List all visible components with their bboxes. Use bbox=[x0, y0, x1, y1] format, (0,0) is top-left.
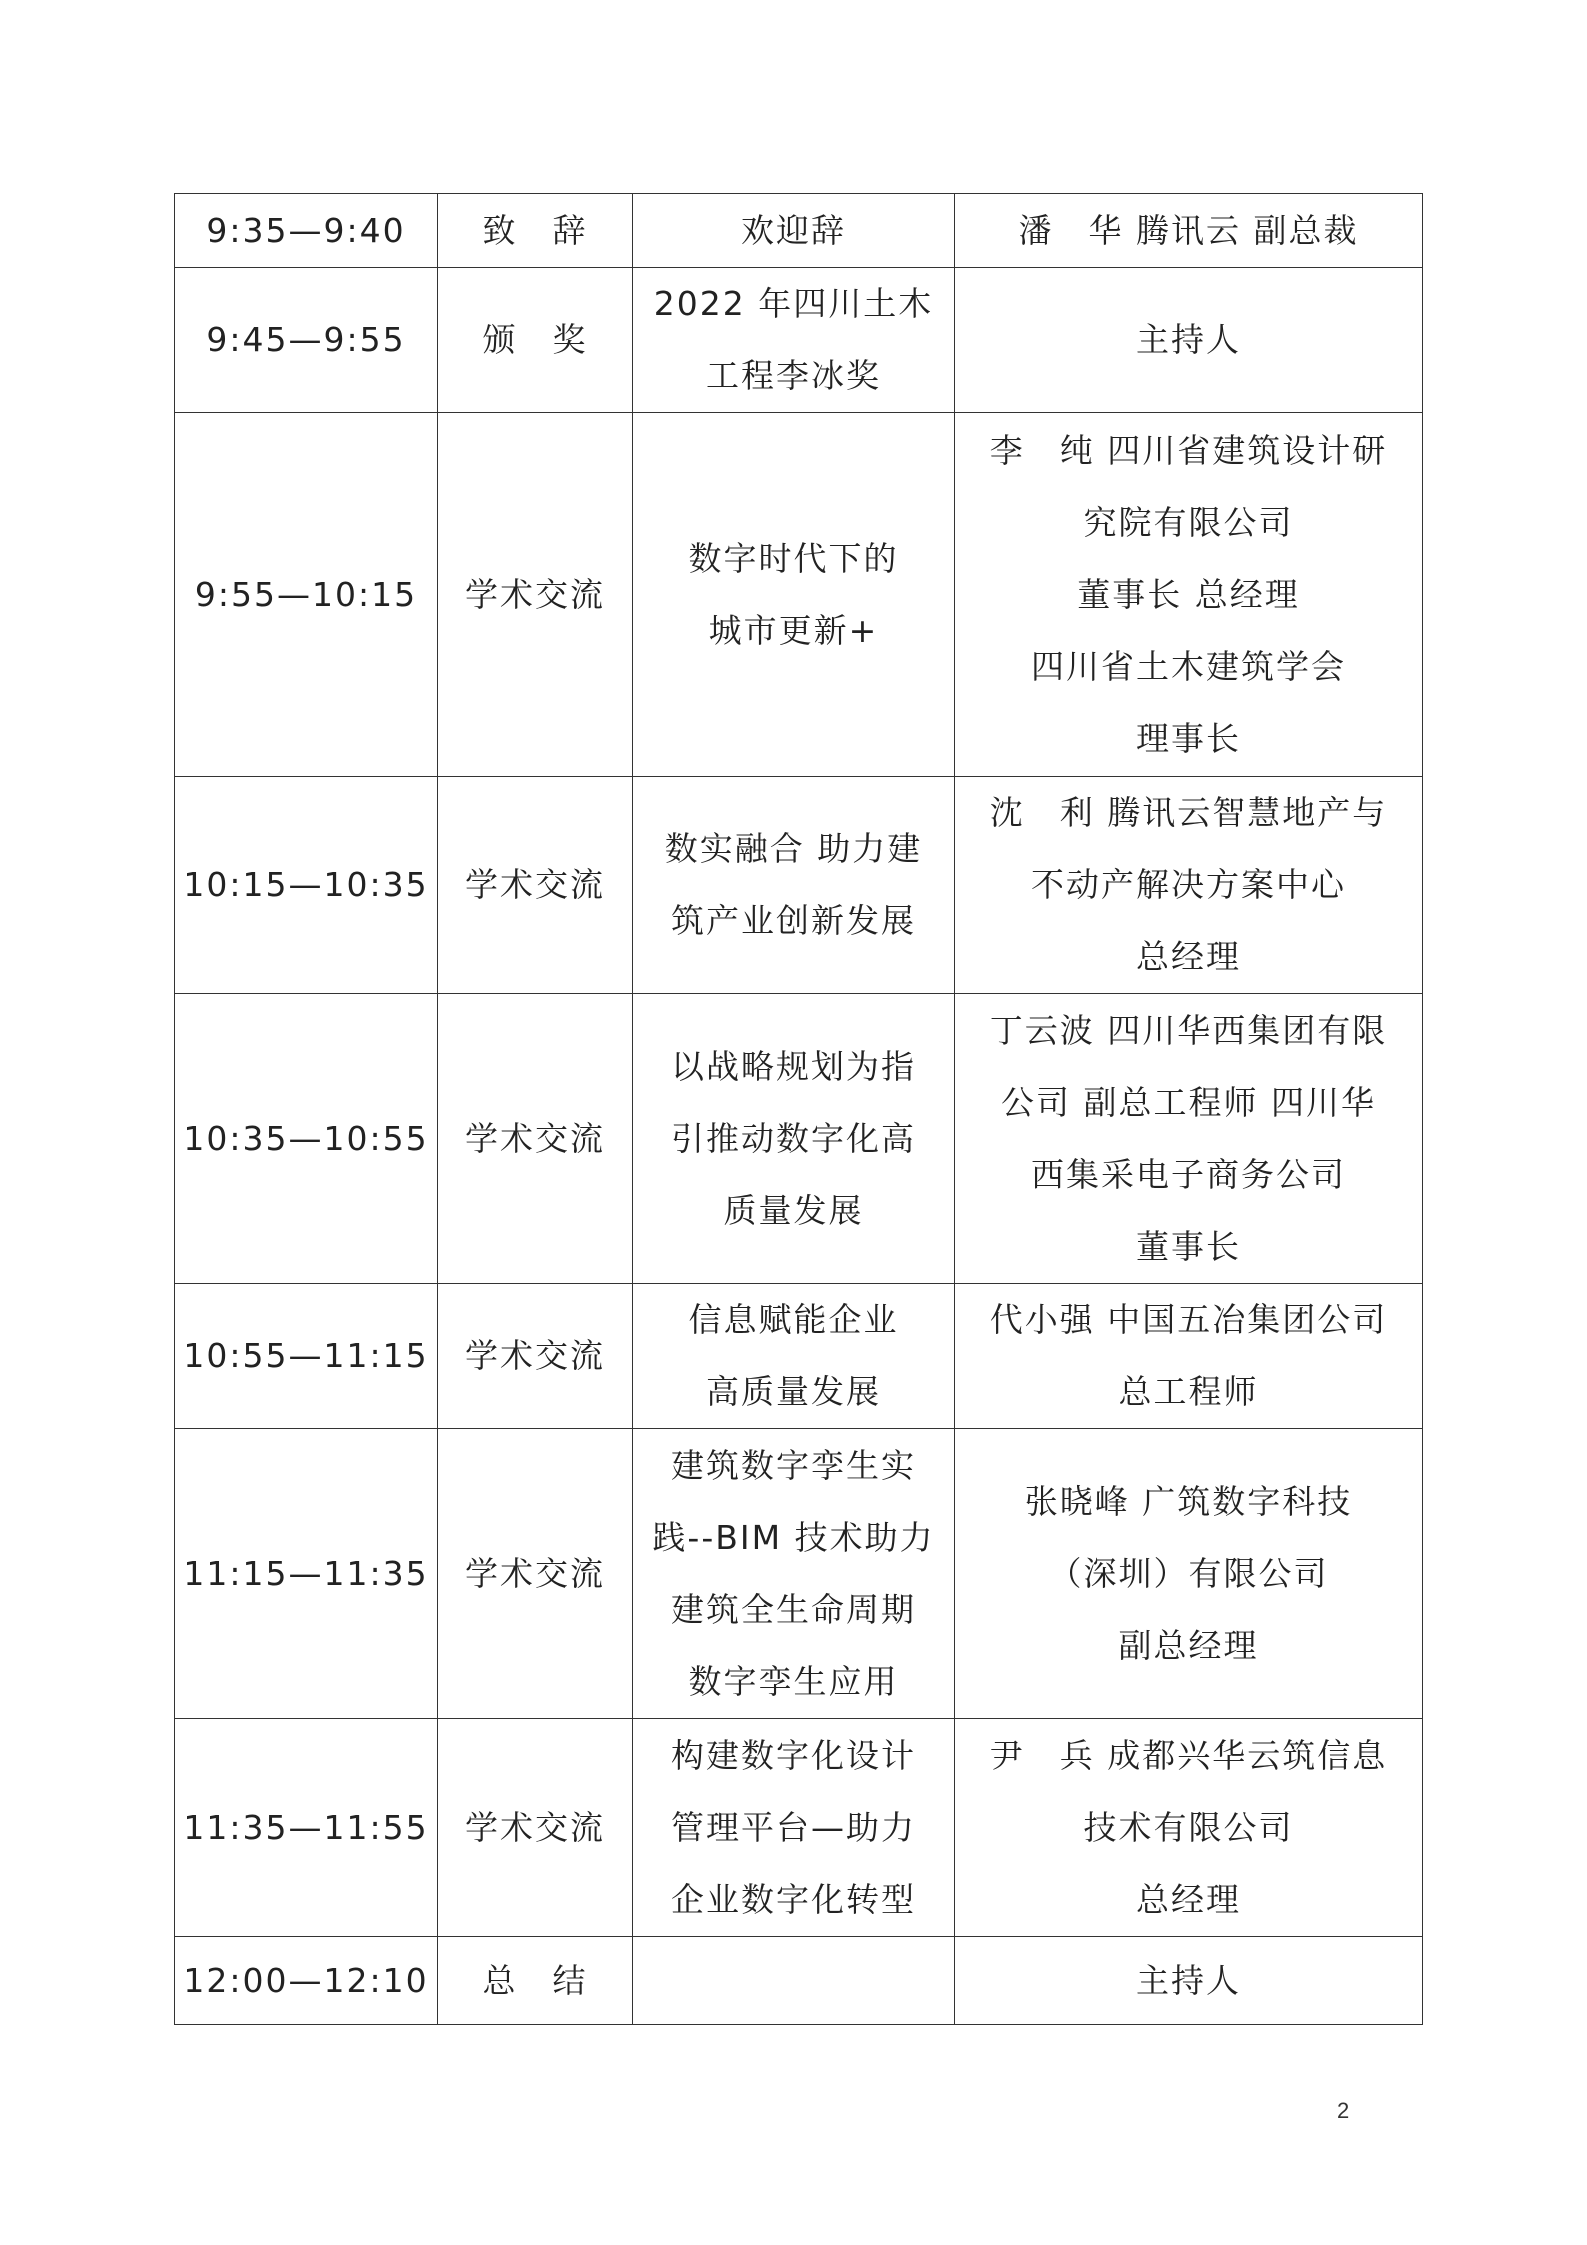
speaker-line: 董事长 bbox=[1136, 1226, 1241, 1266]
session-type-text: 致 辞 bbox=[482, 210, 588, 250]
schedule-row bbox=[175, 194, 1423, 268]
schedule-row bbox=[175, 777, 1423, 994]
speaker-cell bbox=[955, 1284, 1423, 1429]
speaker-line: 公司 副总工程师 四川华 bbox=[1001, 1082, 1376, 1122]
topic-line: 工程李冰奖 bbox=[706, 356, 881, 395]
schedule-row bbox=[175, 1284, 1423, 1429]
session-type-text: 学术交流 bbox=[465, 1118, 605, 1158]
schedule-table bbox=[174, 193, 1423, 2025]
topic-line: 质量发展 bbox=[723, 1190, 864, 1230]
schedule-row bbox=[175, 413, 1423, 777]
schedule-row bbox=[175, 1937, 1423, 2025]
speaker-cell bbox=[955, 413, 1423, 777]
time-text: 9:35—9:40 bbox=[206, 210, 406, 250]
topic-cell bbox=[633, 413, 955, 777]
topic-line: 企业数字化转型 bbox=[671, 1879, 916, 1919]
time-text: 10:15—10:35 bbox=[183, 865, 429, 904]
speaker-line: （深圳）有限公司 bbox=[1048, 1553, 1329, 1593]
session-type-cell bbox=[438, 777, 633, 994]
session-type-text: 颁 奖 bbox=[482, 320, 588, 359]
speaker-line: 张晓峰 广筑数字科技 bbox=[1024, 1481, 1353, 1521]
session-type-text: 学术交流 bbox=[465, 574, 605, 614]
topic-cell bbox=[633, 994, 955, 1284]
speaker-line: 李 纯 四川省建筑设计研 bbox=[989, 430, 1388, 470]
topic-line: 城市更新+ bbox=[708, 610, 879, 650]
speaker-line: 潘 华 腾讯云 副总裁 bbox=[1018, 210, 1359, 250]
time-cell bbox=[175, 777, 438, 994]
topic-line: 欢迎辞 bbox=[741, 210, 846, 250]
session-type-cell bbox=[438, 1429, 633, 1719]
topic-cell bbox=[633, 1719, 955, 1937]
time-cell bbox=[175, 1937, 438, 2025]
schedule-row bbox=[175, 268, 1423, 413]
time-cell bbox=[175, 268, 438, 413]
schedule-row bbox=[175, 1719, 1423, 1937]
topic-line: 数字孪生应用 bbox=[688, 1661, 899, 1701]
time-cell bbox=[175, 994, 438, 1284]
time-cell bbox=[175, 1719, 438, 1937]
speaker-line: 副总经理 bbox=[1118, 1625, 1259, 1665]
speaker-cell bbox=[955, 268, 1423, 413]
topic-line: 数字时代下的 bbox=[688, 538, 899, 578]
topic-cell bbox=[633, 1284, 955, 1429]
speaker-line: 四川省土木建筑学会 bbox=[1031, 646, 1346, 686]
speaker-cell bbox=[955, 1719, 1423, 1937]
speaker-line: 尹 兵 成都兴华云筑信息 bbox=[989, 1735, 1388, 1775]
time-text: 9:45—9:55 bbox=[206, 320, 406, 359]
topic-line: 高质量发展 bbox=[706, 1372, 881, 1411]
topic-cell bbox=[633, 194, 955, 268]
topic-line: 构建数字化设计 bbox=[671, 1735, 916, 1775]
session-type-cell bbox=[438, 1719, 633, 1937]
speaker-cell bbox=[955, 194, 1423, 268]
session-type-cell bbox=[438, 268, 633, 413]
speaker-line: 代小强 中国五冶集团公司 bbox=[989, 1300, 1388, 1339]
speaker-line: 不动产解决方案中心 bbox=[1031, 865, 1346, 904]
time-text: 9:55—10:15 bbox=[194, 574, 418, 614]
speaker-line: 总经理 bbox=[1136, 937, 1241, 976]
time-text: 11:35—11:55 bbox=[183, 1807, 429, 1847]
topic-line: 建筑数字孪生实 bbox=[671, 1445, 916, 1485]
topic-cell bbox=[633, 268, 955, 413]
topic-line: 引推动数字化高 bbox=[671, 1118, 916, 1158]
topic-line: 践--BIM 技术助力 bbox=[652, 1517, 935, 1557]
speaker-line: 总经理 bbox=[1136, 1879, 1241, 1919]
schedule-row bbox=[175, 1429, 1423, 1719]
schedule-row bbox=[175, 994, 1423, 1284]
session-type-text: 学术交流 bbox=[465, 1553, 605, 1593]
session-type-text: 学术交流 bbox=[465, 865, 605, 904]
topic-cell bbox=[633, 777, 955, 994]
speaker-line: 董事长 总经理 bbox=[1077, 574, 1300, 614]
topic-line: 以战略规划为指 bbox=[671, 1046, 916, 1086]
session-type-text: 总 结 bbox=[482, 1960, 588, 2000]
time-cell bbox=[175, 413, 438, 777]
session-type-cell bbox=[438, 413, 633, 777]
speaker-cell bbox=[955, 777, 1423, 994]
time-cell bbox=[175, 194, 438, 268]
page-number: 2 bbox=[1337, 2098, 1350, 2123]
speaker-line: 沈 利 腾讯云智慧地产与 bbox=[989, 793, 1388, 832]
topic-cell bbox=[633, 1429, 955, 1719]
time-text: 10:35—10:55 bbox=[183, 1118, 429, 1158]
topic-line: 数实融合 助力建 bbox=[664, 829, 923, 868]
topic-line: 2022 年四川土木 bbox=[653, 284, 934, 323]
speaker-cell bbox=[955, 994, 1423, 1284]
session-type-text: 学术交流 bbox=[465, 1807, 605, 1847]
topic-cell bbox=[633, 1937, 955, 2025]
time-cell bbox=[175, 1284, 438, 1429]
topic-line: 信息赋能企业 bbox=[688, 1300, 899, 1339]
time-text: 11:15—11:35 bbox=[183, 1553, 429, 1593]
session-type-text: 学术交流 bbox=[465, 1336, 605, 1375]
speaker-line: 技术有限公司 bbox=[1083, 1807, 1294, 1847]
speaker-cell bbox=[955, 1429, 1423, 1719]
speaker-line: 西集采电子商务公司 bbox=[1031, 1154, 1346, 1194]
speaker-line: 究院有限公司 bbox=[1083, 502, 1294, 542]
speaker-line: 丁云波 四川华西集团有限 bbox=[989, 1010, 1388, 1050]
speaker-line: 主持人 bbox=[1136, 1960, 1241, 2000]
speaker-cell bbox=[955, 1937, 1423, 2025]
speaker-line: 总工程师 bbox=[1118, 1372, 1259, 1411]
schedule-body bbox=[175, 194, 1423, 2025]
speaker-line: 理事长 bbox=[1136, 718, 1241, 758]
session-type-cell bbox=[438, 1284, 633, 1429]
time-text: 12:00—12:10 bbox=[183, 1960, 429, 2000]
topic-line: 建筑全生命周期 bbox=[671, 1589, 916, 1629]
time-text: 10:55—11:15 bbox=[183, 1336, 429, 1375]
session-type-cell bbox=[438, 194, 633, 268]
time-cell bbox=[175, 1429, 438, 1719]
topic-line: 筑产业创新发展 bbox=[671, 901, 916, 940]
topic-line: 管理平台—助力 bbox=[671, 1807, 916, 1847]
speaker-line: 主持人 bbox=[1136, 320, 1241, 359]
session-type-cell bbox=[438, 994, 633, 1284]
session-type-cell bbox=[438, 1937, 633, 2025]
